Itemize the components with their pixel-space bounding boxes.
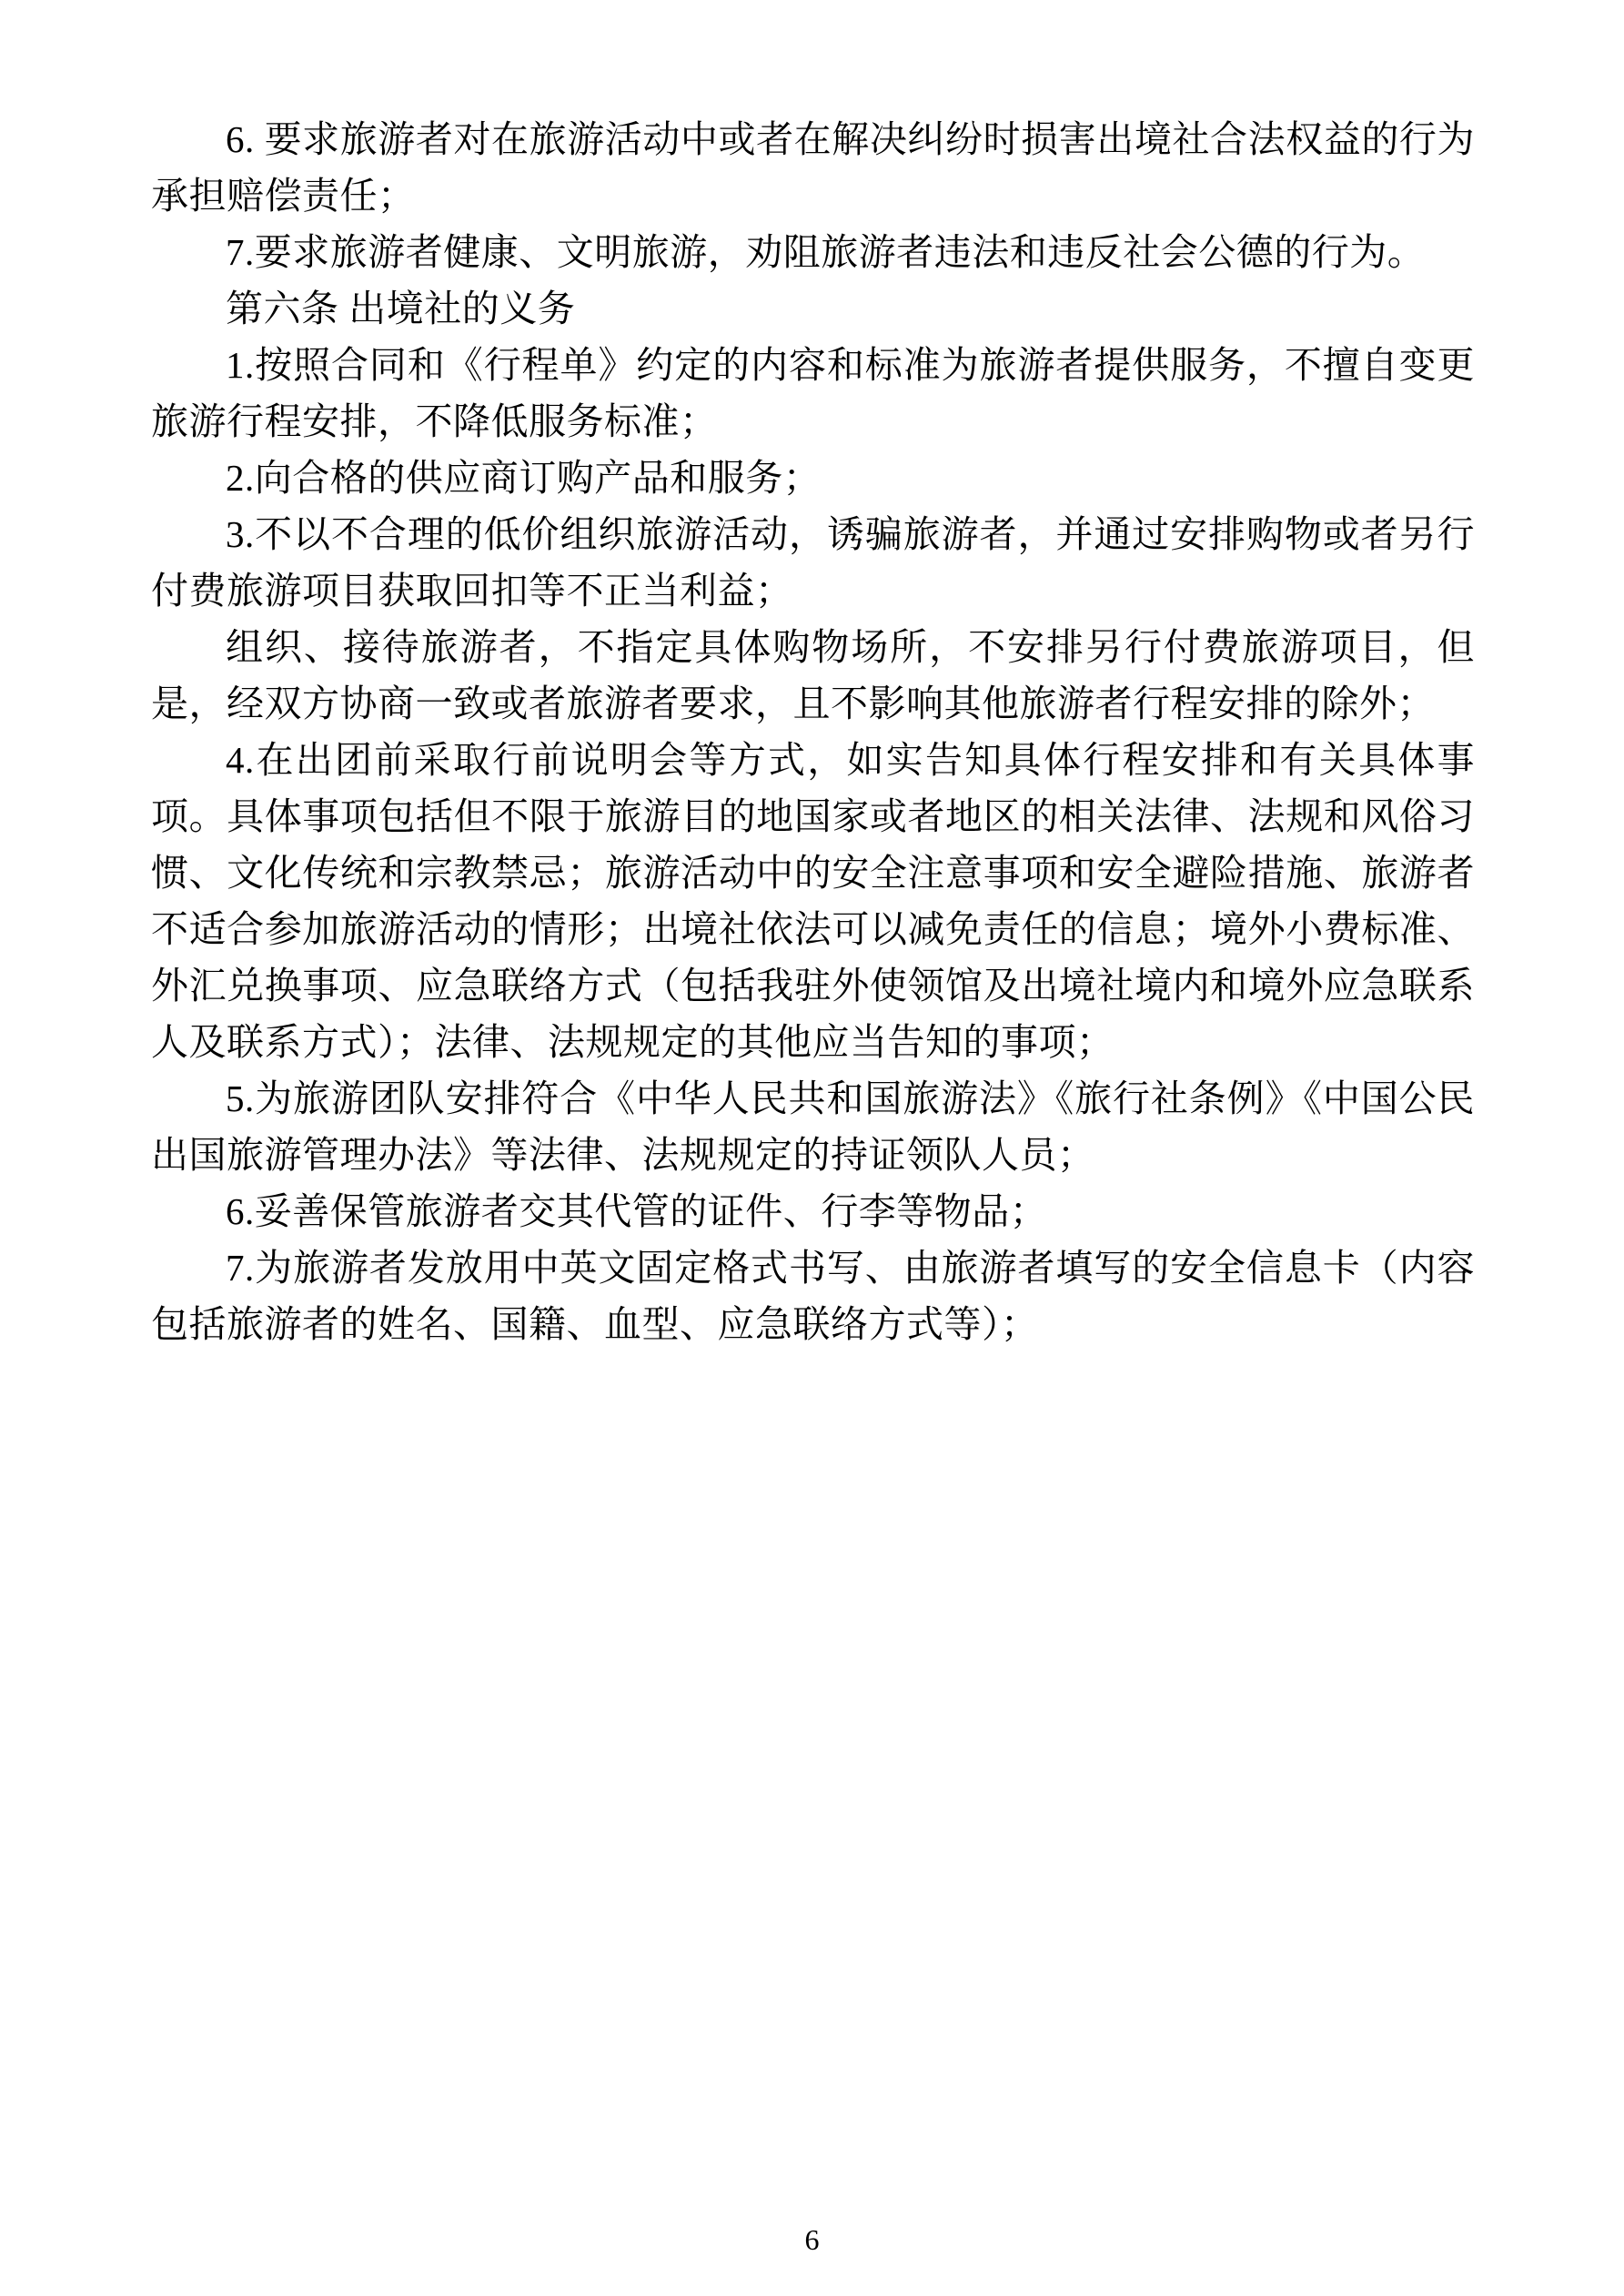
paragraph-duty-5: 5.为旅游团队安排符合《中华人民共和国旅游法》《旅行社条例》《中国公民出国旅游管理办法》等法律、法规规定的持证领队人员； [151, 1077, 1475, 1176]
paragraph-duty-6: 6.妥善保管旅游者交其代管的证件、行李等物品； [226, 1190, 1048, 1232]
paragraph-duty-3: 3.不以不合理的低价组织旅游活动，诱骗旅游者，并通过安排购物或者另行付费旅游项目获取回扣等不正当利益； [151, 513, 1475, 612]
page-number: 6 [804, 2223, 820, 2256]
paragraph-duty-2: 2.向合格的供应商订购产品和服务； [226, 457, 822, 499]
paragraph-obligation-6: 6. 要求旅游者对在旅游活动中或者在解决纠纷时损害出境社合法权益的行为承担赔偿责任； [151, 118, 1475, 217]
paragraph-duty-4: 4.在出团前采取行前说明会等方式，如实告知具体行程安排和有关具体事项。具体事项包括但不限于旅游目的地国家或者地区的相关法律、法规和风俗习惯、文化传统和宗教禁忌；旅游活动中的安全注意事项和安全避险措施、旅游者不适合参加旅游活动的情形；出境社依法可以减免责任的信息；境外小费标准、外汇兑换事项、应急联络方式（包括我驻外使领馆及出境社境内和境外应急联系人及联系方式）；法律、法规规定的其他应当告知的事项； [151, 739, 1475, 1063]
paragraph-obligation-7: 7.要求旅游者健康、文明旅游，劝阻旅游者违法和违反社会公德的行为。 [226, 231, 1426, 273]
paragraph-duty-1: 1.按照合同和《行程单》约定的内容和标准为旅游者提供服务，不擅自变更旅游行程安排，不降低服务标准； [151, 344, 1475, 442]
section-heading-article-6: 第六条 出境社的义务 [226, 288, 576, 329]
paragraph-duty-3-continued: 组织、接待旅游者，不指定具体购物场所，不安排另行付费旅游项目，但是，经双方协商一致或者旅游者要求，且不影响其他旅游者行程安排的除外； [151, 626, 1475, 724]
page-body [151, 111, 1475, 1352]
paragraph-duty-7: 7.为旅游者发放用中英文固定格式书写、由旅游者填写的安全信息卡（内容包括旅游者的姓名、国籍、血型、应急联络方式等）； [151, 1247, 1475, 1345]
